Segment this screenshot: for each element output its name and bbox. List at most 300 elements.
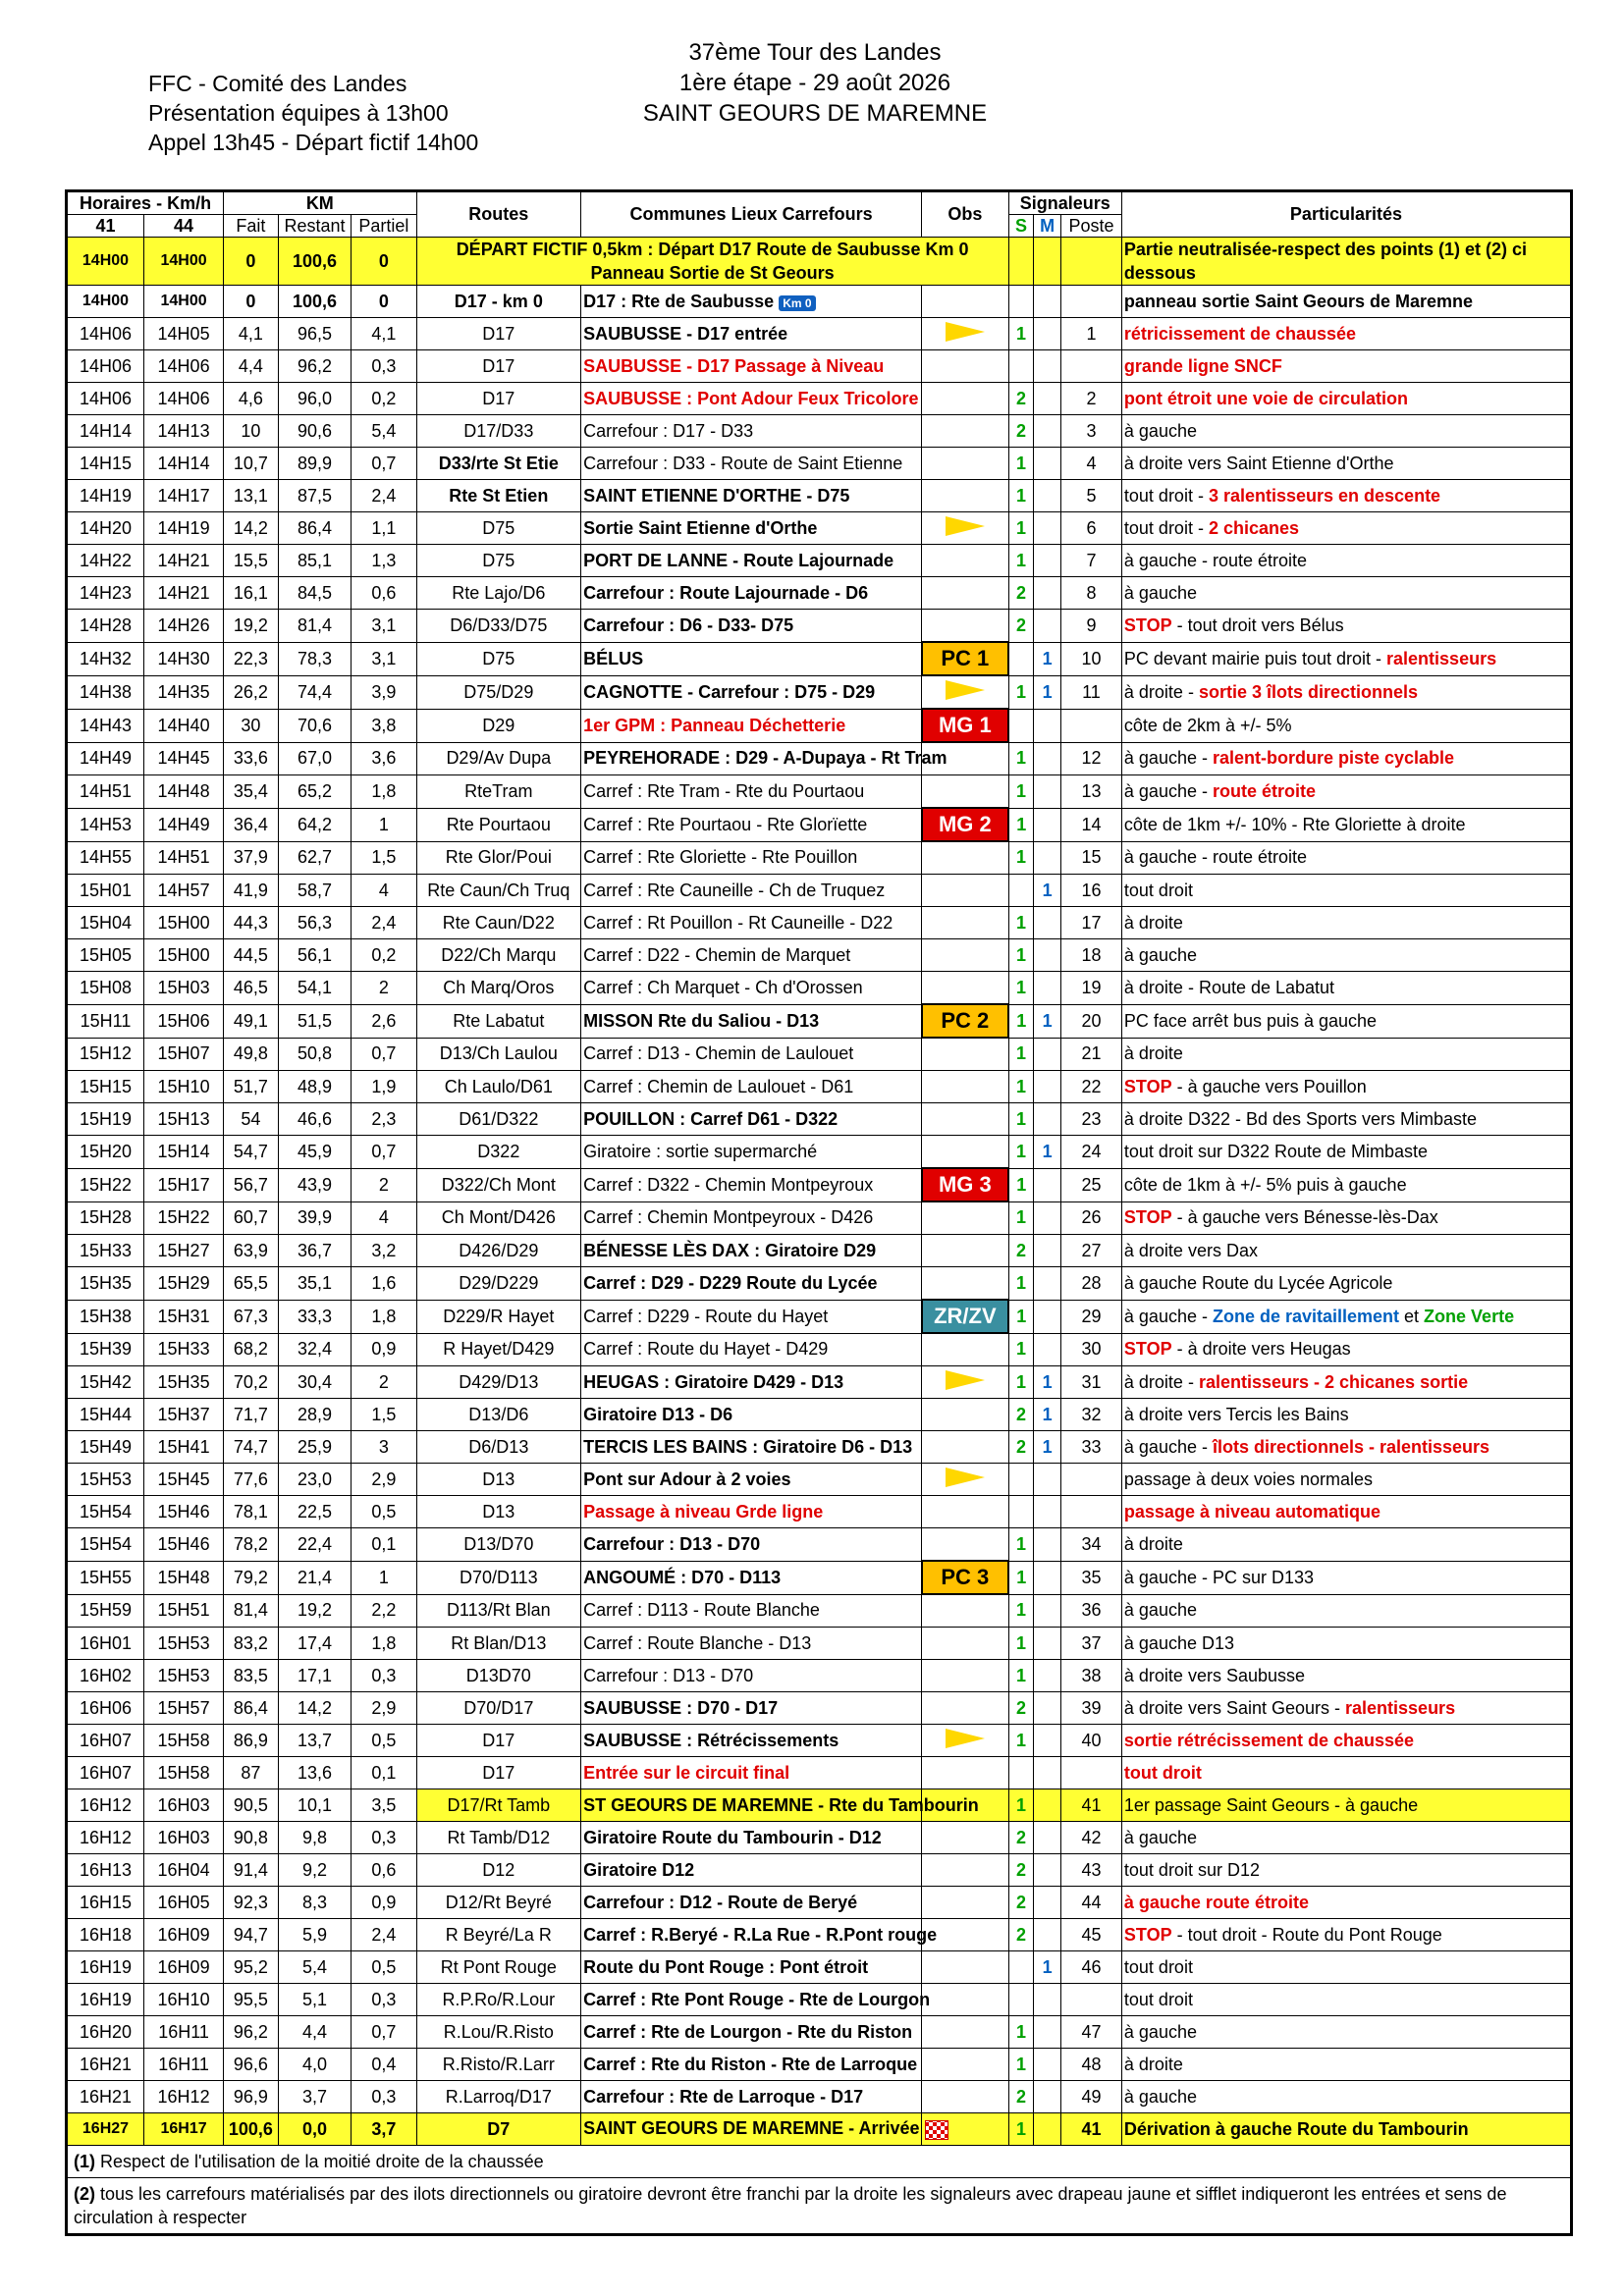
cell-t44: 14H00 [143, 238, 223, 286]
cell-t41: 16H27 [67, 2113, 144, 2146]
cell-partiel: 2 [352, 972, 416, 1005]
cell-partiel: 2,4 [352, 1919, 416, 1951]
cell-m: 1 [1034, 1366, 1061, 1399]
cell-poste: 12 [1061, 742, 1122, 775]
cell-partiel: 1 [352, 808, 416, 841]
info-text: côte de 1km à +/- 5% puis à gauche [1123, 1174, 1407, 1195]
cell-s [1008, 238, 1034, 286]
cell-restant: 22,5 [278, 1496, 352, 1528]
cell-obs [922, 2049, 1009, 2081]
cell-fait: 94,7 [224, 1919, 279, 1951]
cell-partiel: 3,5 [352, 1789, 416, 1822]
info-text: à gauche [1123, 420, 1197, 441]
info-text: à droite - [1123, 681, 1199, 702]
cell-fait: 16,1 [224, 577, 279, 610]
itinerary-row [67, 675, 1572, 709]
cell-fait: 26,2 [224, 675, 279, 709]
cell-route: D6/D13 [416, 1431, 581, 1464]
cell-s: 1 [1008, 841, 1034, 875]
cell-poste: 3 [1061, 415, 1122, 448]
cell-poste: 1 [1061, 318, 1122, 350]
cell-t41: 14H06 [67, 318, 144, 350]
cell-info [1121, 1496, 1571, 1528]
cell-lieu [581, 1333, 922, 1366]
cell-info [1121, 1951, 1571, 1984]
cell-partiel: 4,1 [352, 318, 416, 350]
cell-obs [922, 1267, 1009, 1301]
cell-partiel: 2,2 [352, 1594, 416, 1628]
cell-s: 1 [1008, 1300, 1034, 1333]
cell-m [1034, 1854, 1061, 1887]
cell-fait: 33,6 [224, 742, 279, 775]
cell-route: D13 [416, 1496, 581, 1528]
cell-t44: 15H33 [143, 1333, 223, 1366]
cell-route: D22/Ch Marqu [416, 939, 581, 972]
cell-fait: 4,6 [224, 383, 279, 415]
depart-row [67, 238, 1572, 286]
lieu-text: Route du Pont Rouge : Pont étroit [583, 1956, 869, 1977]
info-text: à gauche - [1123, 1436, 1213, 1457]
lieu-text: Carref : Rte de Lourgon - Rte du Riston [583, 2021, 913, 2042]
lieu-text: BÉLUS [583, 648, 644, 668]
cell-restant: 28,9 [278, 1399, 352, 1431]
cell-fait: 79,2 [224, 1561, 279, 1594]
cell-poste: 47 [1061, 2016, 1122, 2049]
cell-poste: 17 [1061, 907, 1122, 939]
cell-lieu [581, 512, 922, 545]
note-text: tous les carrefours matérialisés par des ilots directionnels ou giratoire devront être franchi par la droite les signaleurs avec drapeau jaune et sifflet indiqueront les entrées et sens de circulation à respecter [74, 2184, 1507, 2227]
cell-t44: 14H30 [143, 642, 223, 675]
lieu-text: SAUBUSSE : D70 - D17 [583, 1697, 779, 1718]
cell-m [1034, 1919, 1061, 1951]
cell-restant: 54,1 [278, 972, 352, 1005]
cell-t41: 16H21 [67, 2081, 144, 2113]
info-text: - tout droit vers Bélus [1171, 614, 1344, 635]
itinerary-row [67, 1366, 1572, 1399]
cell-t44: 14H26 [143, 610, 223, 643]
cell-fait: 4,4 [224, 350, 279, 383]
cell-m [1034, 1984, 1061, 2016]
cell-poste: 19 [1061, 972, 1122, 1005]
cell-partiel: 2 [352, 1168, 416, 1201]
cell-route: D75 [416, 642, 581, 675]
cell-poste: 18 [1061, 939, 1122, 972]
lieu-text: PEYREHORADE : D29 - A-Dupaya - Rt Tram [583, 748, 947, 769]
info-text: rétricissement de chaussée [1123, 323, 1357, 344]
cell-route: Rt Pont Rouge [416, 1951, 581, 1984]
cell-poste: 29 [1061, 1300, 1122, 1333]
info-text: à gauche [1123, 944, 1197, 965]
cell-t44: 16H10 [143, 1984, 223, 2016]
cell-t41: 15H38 [67, 1300, 144, 1333]
cell-fait: 87 [224, 1757, 279, 1789]
itinerary-row [67, 1103, 1572, 1136]
cell-poste [1061, 1464, 1122, 1496]
cell-poste: 35 [1061, 1561, 1122, 1594]
itinerary-row [67, 1300, 1572, 1333]
cell-route: D17/Rt Tamb [416, 1789, 581, 1822]
itinerary-row [67, 2049, 1572, 2081]
cell-fait: 41,9 [224, 875, 279, 907]
cell-route: Ch Mont/D426 [416, 1201, 581, 1235]
cell-obs [922, 1201, 1009, 1235]
cell-lieu [581, 1399, 922, 1431]
cell-lieu [581, 577, 922, 610]
cell-t41: 14H06 [67, 383, 144, 415]
cell-lieu [581, 841, 922, 875]
cell-poste: 2 [1061, 383, 1122, 415]
cell-t41: 14H53 [67, 808, 144, 841]
cell-m [1034, 1822, 1061, 1854]
cell-partiel: 0,3 [352, 2081, 416, 2113]
cell-route: D13D70 [416, 1660, 581, 1692]
cell-t44: 14H17 [143, 480, 223, 512]
cell-s: 1 [1008, 972, 1034, 1005]
cell-restant: 32,4 [278, 1333, 352, 1366]
lieu-text: SAUBUSSE : Pont Adour Feux Tricolore [583, 388, 919, 408]
cell-route: R.P.Ro/R.Lour [416, 1984, 581, 2016]
cell-obs [922, 939, 1009, 972]
cell-restant: 56,1 [278, 939, 352, 972]
cell-route: Rte Caun/D22 [416, 907, 581, 939]
cell-m: 1 [1034, 642, 1061, 675]
cell-m [1034, 1267, 1061, 1301]
cell-s: 1 [1008, 1789, 1034, 1822]
cell-t44: 16H03 [143, 1822, 223, 1854]
km0-icon: Km 0 [779, 295, 815, 311]
cell-partiel: 2,3 [352, 1103, 416, 1136]
cell-obs [922, 415, 1009, 448]
itinerary-row [67, 1854, 1572, 1887]
cell-partiel: 0,5 [352, 1496, 416, 1528]
cell-fait: 96,9 [224, 2081, 279, 2113]
cell-info [1121, 972, 1571, 1005]
cell-poste: 23 [1061, 1103, 1122, 1136]
info-warning: ralentisseurs - 2 chicanes sortie [1198, 1371, 1469, 1392]
info-text: à droite [1123, 912, 1183, 933]
cell-s: 1 [1008, 318, 1034, 350]
cell-route: D70/D17 [416, 1692, 581, 1725]
cell-partiel: 2,9 [352, 1692, 416, 1725]
cell-lieu [581, 1235, 922, 1267]
cell-poste: 42 [1061, 1822, 1122, 1854]
cell-info [1121, 1692, 1571, 1725]
cell-route: D322 [416, 1136, 581, 1169]
cell-t41: 14H06 [67, 350, 144, 383]
cell-info [1121, 1038, 1571, 1071]
lieu-text: Carref : Rte Pourtaou - Rte Glorïette [583, 814, 868, 834]
lieu-text: POUILLON : Carref D61 - D322 [583, 1108, 839, 1129]
cell-obs [922, 1464, 1009, 1496]
cell-route: R.Lou/R.Risto [416, 2016, 581, 2049]
cell-restant: 9,2 [278, 1854, 352, 1887]
cell-restant: 67,0 [278, 742, 352, 775]
cell-route: R.Risto/R.Larr [416, 2049, 581, 2081]
cell-obs [922, 1984, 1009, 2016]
cell-route: D7 [416, 2113, 581, 2146]
cell-info [1121, 841, 1571, 875]
cell-info [1121, 350, 1571, 383]
cell-poste: 46 [1061, 1951, 1122, 1984]
cell-fait: 95,2 [224, 1951, 279, 1984]
note-row [67, 2146, 1572, 2178]
note-1 [67, 2146, 1572, 2178]
cell-info [1121, 1333, 1571, 1366]
cell-lieu [581, 1692, 922, 1725]
cell-route: D17/D33 [416, 415, 581, 448]
cell-partiel: 0,2 [352, 939, 416, 972]
cell-lieu [581, 1136, 922, 1169]
cell-restant: 81,4 [278, 610, 352, 643]
itinerary-row [67, 1822, 1572, 1854]
cell-m [1034, 939, 1061, 972]
cell-s: 1 [1008, 2113, 1034, 2146]
cell-lieu [581, 1528, 922, 1562]
cell-fait: 4,1 [224, 318, 279, 350]
cell-m [1034, 2049, 1061, 2081]
note-2 [67, 2178, 1572, 2235]
note-num: (2) [74, 2184, 95, 2204]
cell-t44: 14H13 [143, 415, 223, 448]
lieu-text: Carref : Ch Marquet - Ch d'Orossen [583, 977, 863, 997]
lieu-text: Passage à niveau Grde ligne [583, 1501, 824, 1522]
cell-lieu [581, 1822, 922, 1854]
cell-route: D17 [416, 318, 581, 350]
cell-info [1121, 2016, 1571, 2049]
cell-obs [922, 1333, 1009, 1366]
lieu-text: Carrefour : D33 - Route de Saint Etienne [583, 453, 903, 473]
cell-obs [922, 875, 1009, 907]
itinerary-row [67, 1725, 1572, 1757]
cell-m [1034, 350, 1061, 383]
cell-fait: 49,8 [224, 1038, 279, 1071]
cell-t41: 14H38 [67, 675, 144, 709]
cell-fait: 30 [224, 709, 279, 742]
cell-lieu [581, 939, 922, 972]
itinerary-row [67, 1201, 1572, 1235]
cell-restant: 74,4 [278, 675, 352, 709]
itinerary-row [67, 1464, 1572, 1496]
cell-partiel: 0,6 [352, 577, 416, 610]
cell-lieu [581, 480, 922, 512]
cell-fait: 78,2 [224, 1528, 279, 1562]
cell-route: Rte Lajo/D6 [416, 577, 581, 610]
col-routes: Routes [416, 191, 581, 238]
cell-lieu [581, 1071, 922, 1103]
header-left-line: Appel 13h45 - Départ fictif 14h00 [148, 130, 479, 155]
cell-t44: 14H51 [143, 841, 223, 875]
info-mid: et [1399, 1306, 1425, 1326]
info-text: à gauche - [1123, 748, 1213, 769]
cell-restant: 84,5 [278, 577, 352, 610]
cell-poste [1061, 238, 1122, 286]
cell-info [1121, 512, 1571, 545]
cell-t44: 15H48 [143, 1561, 223, 1594]
cell-partiel: 1,5 [352, 841, 416, 875]
cell-info [1121, 1399, 1571, 1431]
cell-s [1008, 1757, 1034, 1789]
lieu-text: Carrefour : Route Lajournade - D6 [583, 582, 869, 603]
cell-m [1034, 1725, 1061, 1757]
cell-poste [1061, 709, 1122, 742]
itinerary-row [67, 1757, 1572, 1789]
info-text: côte de 2km à +/- 5% [1123, 715, 1292, 735]
cell-restant: 21,4 [278, 1561, 352, 1594]
cell-t44: 14H06 [143, 383, 223, 415]
cell-m: 1 [1034, 1399, 1061, 1431]
cell-lieu [581, 642, 922, 675]
itinerary-row [67, 1038, 1572, 1071]
cell-restant: 48,9 [278, 1071, 352, 1103]
col-41: 41 [67, 215, 144, 238]
lieu-text: Sortie Saint Etienne d'Orthe [583, 517, 818, 538]
col-horaires: Horaires - Km/h [67, 191, 224, 215]
cell-restant: 56,3 [278, 907, 352, 939]
lieu-text: PORT DE LANNE - Route Lajournade [583, 550, 894, 570]
stop-text: STOP [1123, 1207, 1172, 1228]
lieu-text: HEUGAS : Giratoire D429 - D13 [583, 1371, 844, 1392]
cell-t44: 15H06 [143, 1004, 223, 1038]
cell-poste: 43 [1061, 1854, 1122, 1887]
cell-restant: 10,1 [278, 1789, 352, 1822]
cell-restant: 65,2 [278, 775, 352, 809]
cell-restant: 33,3 [278, 1300, 352, 1333]
cell-info [1121, 808, 1571, 841]
cell-fait: 49,1 [224, 1004, 279, 1038]
cell-lieu [581, 1168, 922, 1201]
cell-restant: 86,4 [278, 512, 352, 545]
cell-poste: 44 [1061, 1887, 1122, 1919]
cell-info [1121, 383, 1571, 415]
cell-partiel: 0,6 [352, 1854, 416, 1887]
lieu-text: Carref : Rte Pont Rouge - Rte de Lourgon [583, 1989, 931, 2009]
cell-m [1034, 1464, 1061, 1496]
itinerary-row [67, 448, 1572, 480]
cell-fait: 71,7 [224, 1399, 279, 1431]
cell-s: 2 [1008, 1235, 1034, 1267]
cell-s: 1 [1008, 808, 1034, 841]
cell-route: D426/D29 [416, 1235, 581, 1267]
cell-info [1121, 545, 1571, 577]
itinerary-row [67, 1235, 1572, 1267]
cell-lieu [581, 875, 922, 907]
info-warning: ralent-bordure piste cyclable [1212, 748, 1455, 769]
cell-restant: 5,9 [278, 1919, 352, 1951]
cell-poste: 27 [1061, 1235, 1122, 1267]
info-text: passage à niveau automatique [1123, 1501, 1380, 1522]
cell-s: 1 [1008, 1594, 1034, 1628]
cell-obs [922, 2081, 1009, 2113]
cell-obs [922, 1399, 1009, 1431]
cell-info [1121, 742, 1571, 775]
cell-t41: 15H33 [67, 1235, 144, 1267]
cell-lieu [581, 1594, 922, 1628]
cell-partiel: 0,3 [352, 1984, 416, 2016]
cell-t41: 15H01 [67, 875, 144, 907]
cell-s: 2 [1008, 1919, 1034, 1951]
cell-t44: 15H14 [143, 1136, 223, 1169]
col-communes: Communes Lieux Carrefours [581, 191, 922, 238]
itinerary-row [67, 1431, 1572, 1464]
cell-s: 2 [1008, 2081, 1034, 2113]
cell-s: 1 [1008, 1168, 1034, 1201]
info-text: à droite [1123, 2054, 1183, 2074]
cell-s [1008, 350, 1034, 383]
itinerary-row [67, 1789, 1572, 1822]
itinerary-row [67, 709, 1572, 742]
itinerary-row [67, 1594, 1572, 1628]
cell-poste: 32 [1061, 1399, 1122, 1431]
lieu-text: Carref : D229 - Route du Hayet [583, 1306, 829, 1326]
cell-partiel: 3,2 [352, 1235, 416, 1267]
cell-s: 2 [1008, 610, 1034, 643]
cell-obs [922, 286, 1009, 318]
cell-lieu [581, 972, 922, 1005]
cell-fait: 65,5 [224, 1267, 279, 1301]
cell-t44: 15H58 [143, 1757, 223, 1789]
cell-lieu [581, 383, 922, 415]
lieu-text: ANGOUMÉ : D70 - D113 [583, 1567, 782, 1587]
cell-s: 2 [1008, 383, 1034, 415]
cell-restant: 100,6 [278, 286, 352, 318]
cell-info [1121, 2049, 1571, 2081]
cell-lieu [581, 2113, 922, 2146]
itinerary-row [67, 939, 1572, 972]
cell-fait: 86,9 [224, 1725, 279, 1757]
cell-m [1034, 383, 1061, 415]
cell-s [1008, 642, 1034, 675]
itinerary-row [67, 907, 1572, 939]
cell-fait: 10,7 [224, 448, 279, 480]
cell-t44: 14H00 [143, 286, 223, 318]
cell-partiel: 0,5 [352, 1725, 416, 1757]
cell-t41: 15H11 [67, 1004, 144, 1038]
cell-obs [922, 448, 1009, 480]
cell-info [1121, 1757, 1571, 1789]
cell-m [1034, 2081, 1061, 2113]
cell-m [1034, 841, 1061, 875]
cell-lieu [581, 545, 922, 577]
cell-m [1034, 972, 1061, 1005]
cell-lieu [581, 1038, 922, 1071]
cell-poste: 33 [1061, 1431, 1122, 1464]
finish-flag-icon [925, 2120, 948, 2140]
cell-s: 2 [1008, 1431, 1034, 1464]
cell-lieu [581, 907, 922, 939]
cell-m [1034, 1594, 1061, 1628]
cell-t44: 15H13 [143, 1103, 223, 1136]
cell-obs [922, 1071, 1009, 1103]
cell-info [1121, 1235, 1571, 1267]
cell-partiel: 4 [352, 875, 416, 907]
cell-poste: 22 [1061, 1071, 1122, 1103]
cell-partiel: 1 [352, 1561, 416, 1594]
cell-fait: 90,8 [224, 1822, 279, 1854]
itinerary-row [67, 742, 1572, 775]
info-text: tout droit [1123, 1762, 1202, 1783]
lieu-text: Carref : Chemin Montpeyroux - D426 [583, 1207, 874, 1228]
cell-restant: 90,6 [278, 415, 352, 448]
itinerary-row [67, 2113, 1572, 2146]
cell-restant: 78,3 [278, 642, 352, 675]
col-m: M [1034, 215, 1061, 238]
cell-t41: 16H18 [67, 1919, 144, 1951]
cell-fait: 44,3 [224, 907, 279, 939]
cell-s: 1 [1008, 2049, 1034, 2081]
cell-poste: 10 [1061, 642, 1122, 675]
cell-partiel: 0,7 [352, 448, 416, 480]
info-text: panneau sortie Saint Geours de Maremne [1123, 291, 1474, 311]
